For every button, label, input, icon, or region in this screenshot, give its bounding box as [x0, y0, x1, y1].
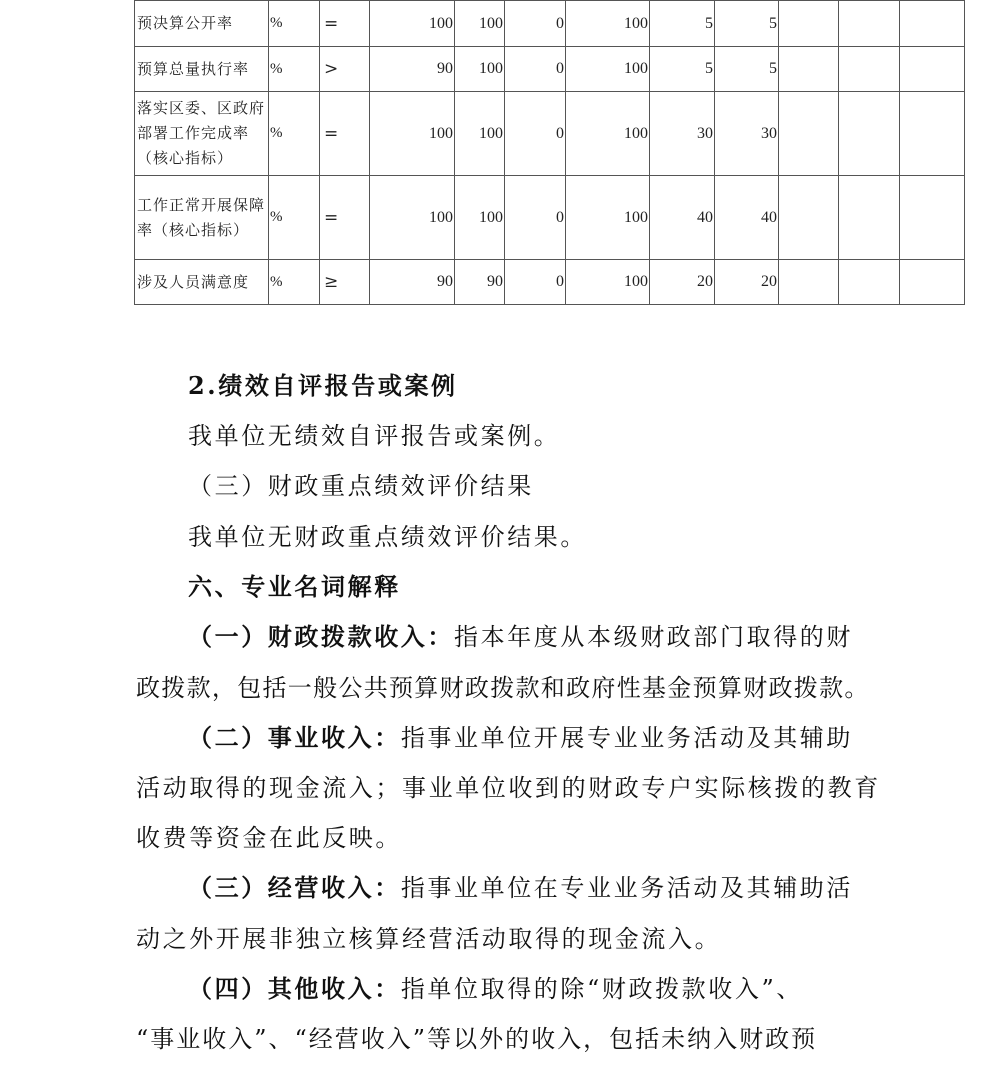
indicator-extra-2 — [839, 176, 900, 260]
indicator-extra-1 — [779, 92, 839, 176]
section-heading-key-evaluation: （三）财政重点绩效评价结果 — [188, 472, 534, 500]
indicator-actual: 100 — [455, 176, 505, 260]
indicator-weight: 20 — [650, 260, 715, 305]
indicator-empty — [900, 176, 965, 260]
indicator-completion: 100 — [566, 1, 650, 47]
table-row — [135, 1, 965, 47]
glossary-definition-line: “事业收入”、“经营收入”等以外的收入，包括未纳入财政预 — [136, 1025, 818, 1053]
glossary-definition-line: 收费等资金在此反映。 — [136, 824, 402, 852]
indicator-score: 5 — [715, 1, 779, 47]
indicator-deviation: 0 — [505, 92, 566, 176]
indicator-unit: % — [269, 260, 320, 305]
section-heading-self-evaluation: 2.绩效自评报告或案例 — [188, 371, 458, 400]
glossary-definition-line: 政拨款，包括一般公共预算财政拨款和政府性基金预算财政拨款。 — [136, 674, 870, 702]
paragraph-key-evaluation: 我单位无财政重点绩效评价结果。 — [188, 523, 587, 551]
indicator-extra-2 — [839, 1, 900, 47]
indicator-operator: = — [320, 176, 370, 260]
indicator-name: 涉及人员满意度 — [135, 260, 269, 305]
indicator-operator: ≥ — [320, 260, 370, 305]
indicator-name: 预算总量执行率 — [135, 47, 269, 92]
indicator-weight: 5 — [650, 47, 715, 92]
indicator-name: 工作正常开展保障率（核心指标） — [135, 176, 269, 260]
glossary-definition: 指本年度从本级财政部门取得的财 — [454, 623, 853, 651]
indicator-operator: = — [320, 1, 370, 47]
table-row — [135, 47, 965, 92]
indicator-weight: 40 — [650, 176, 715, 260]
glossary-item — [188, 722, 853, 754]
glossary-definition: 指单位取得的除“财政拨款收入”、 — [400, 975, 803, 1003]
indicator-target: 100 — [370, 92, 455, 176]
table-row — [135, 260, 965, 305]
indicator-extra-2 — [839, 47, 900, 92]
indicator-score: 5 — [715, 47, 779, 92]
glossary-definition-line: 动之外开展非独立核算经营活动取得的现金流入。 — [136, 925, 722, 953]
glossary-term: （四）其他收入： — [188, 974, 401, 1003]
indicator-name: 预决算公开率 — [135, 1, 269, 47]
performance-indicator-table — [134, 0, 965, 305]
indicator-extra-2 — [839, 260, 900, 305]
indicator-score: 30 — [715, 92, 779, 176]
indicator-extra-1 — [779, 260, 839, 305]
glossary-definition: 指事业单位在专业业务活动及其辅助活 — [400, 874, 854, 902]
indicator-empty — [900, 47, 965, 92]
paragraph-self-evaluation: 我单位无绩效自评报告或案例。 — [188, 422, 561, 450]
indicator-unit: % — [269, 92, 320, 176]
indicator-deviation: 0 — [505, 1, 566, 47]
glossary-term: （二）事业收入： — [188, 723, 401, 752]
indicator-empty — [900, 1, 965, 47]
indicator-operator: = — [320, 92, 370, 176]
indicator-actual: 90 — [455, 260, 505, 305]
indicator-target: 90 — [370, 47, 455, 92]
indicator-unit: % — [269, 176, 320, 260]
indicator-name: 落实区委、区政府部署工作完成率（核心指标） — [135, 92, 269, 176]
indicator-score: 40 — [715, 176, 779, 260]
indicator-deviation: 0 — [505, 260, 566, 305]
indicator-completion: 100 — [566, 47, 650, 92]
indicator-deviation: 0 — [505, 47, 566, 92]
glossary-item — [188, 973, 803, 1005]
indicator-weight: 30 — [650, 92, 715, 176]
glossary-definition-line: 活动取得的现金流入；事业单位收到的财政专户实际核拨的教育 — [136, 774, 881, 802]
indicator-weight: 5 — [650, 1, 715, 47]
indicator-extra-1 — [779, 1, 839, 47]
indicator-extra-2 — [839, 92, 900, 176]
section-heading-glossary: 六、专业名词解释 — [188, 572, 401, 601]
indicator-extra-1 — [779, 176, 839, 260]
indicator-target: 100 — [370, 1, 455, 47]
indicator-operator: > — [320, 47, 370, 92]
indicator-completion: 100 — [566, 92, 650, 176]
indicator-empty — [900, 92, 965, 176]
glossary-definition: 指事业单位开展专业业务活动及其辅助 — [400, 724, 854, 752]
table-row — [135, 92, 965, 176]
indicator-target: 90 — [370, 260, 455, 305]
indicator-actual: 100 — [455, 47, 505, 92]
indicator-empty — [900, 260, 965, 305]
indicator-unit: % — [269, 47, 320, 92]
glossary-item — [188, 872, 853, 904]
indicator-deviation: 0 — [505, 176, 566, 260]
table-row — [135, 176, 965, 260]
glossary-term: （三）经营收入： — [188, 873, 401, 902]
indicator-score: 20 — [715, 260, 779, 305]
glossary-term: （一）财政拨款收入： — [188, 622, 454, 651]
glossary-item — [188, 621, 853, 653]
indicator-extra-1 — [779, 47, 839, 92]
indicator-unit: % — [269, 1, 320, 47]
indicator-actual: 100 — [455, 92, 505, 176]
indicator-actual: 100 — [455, 1, 505, 47]
indicator-completion: 100 — [566, 176, 650, 260]
indicator-target: 100 — [370, 176, 455, 260]
indicator-completion: 100 — [566, 260, 650, 305]
